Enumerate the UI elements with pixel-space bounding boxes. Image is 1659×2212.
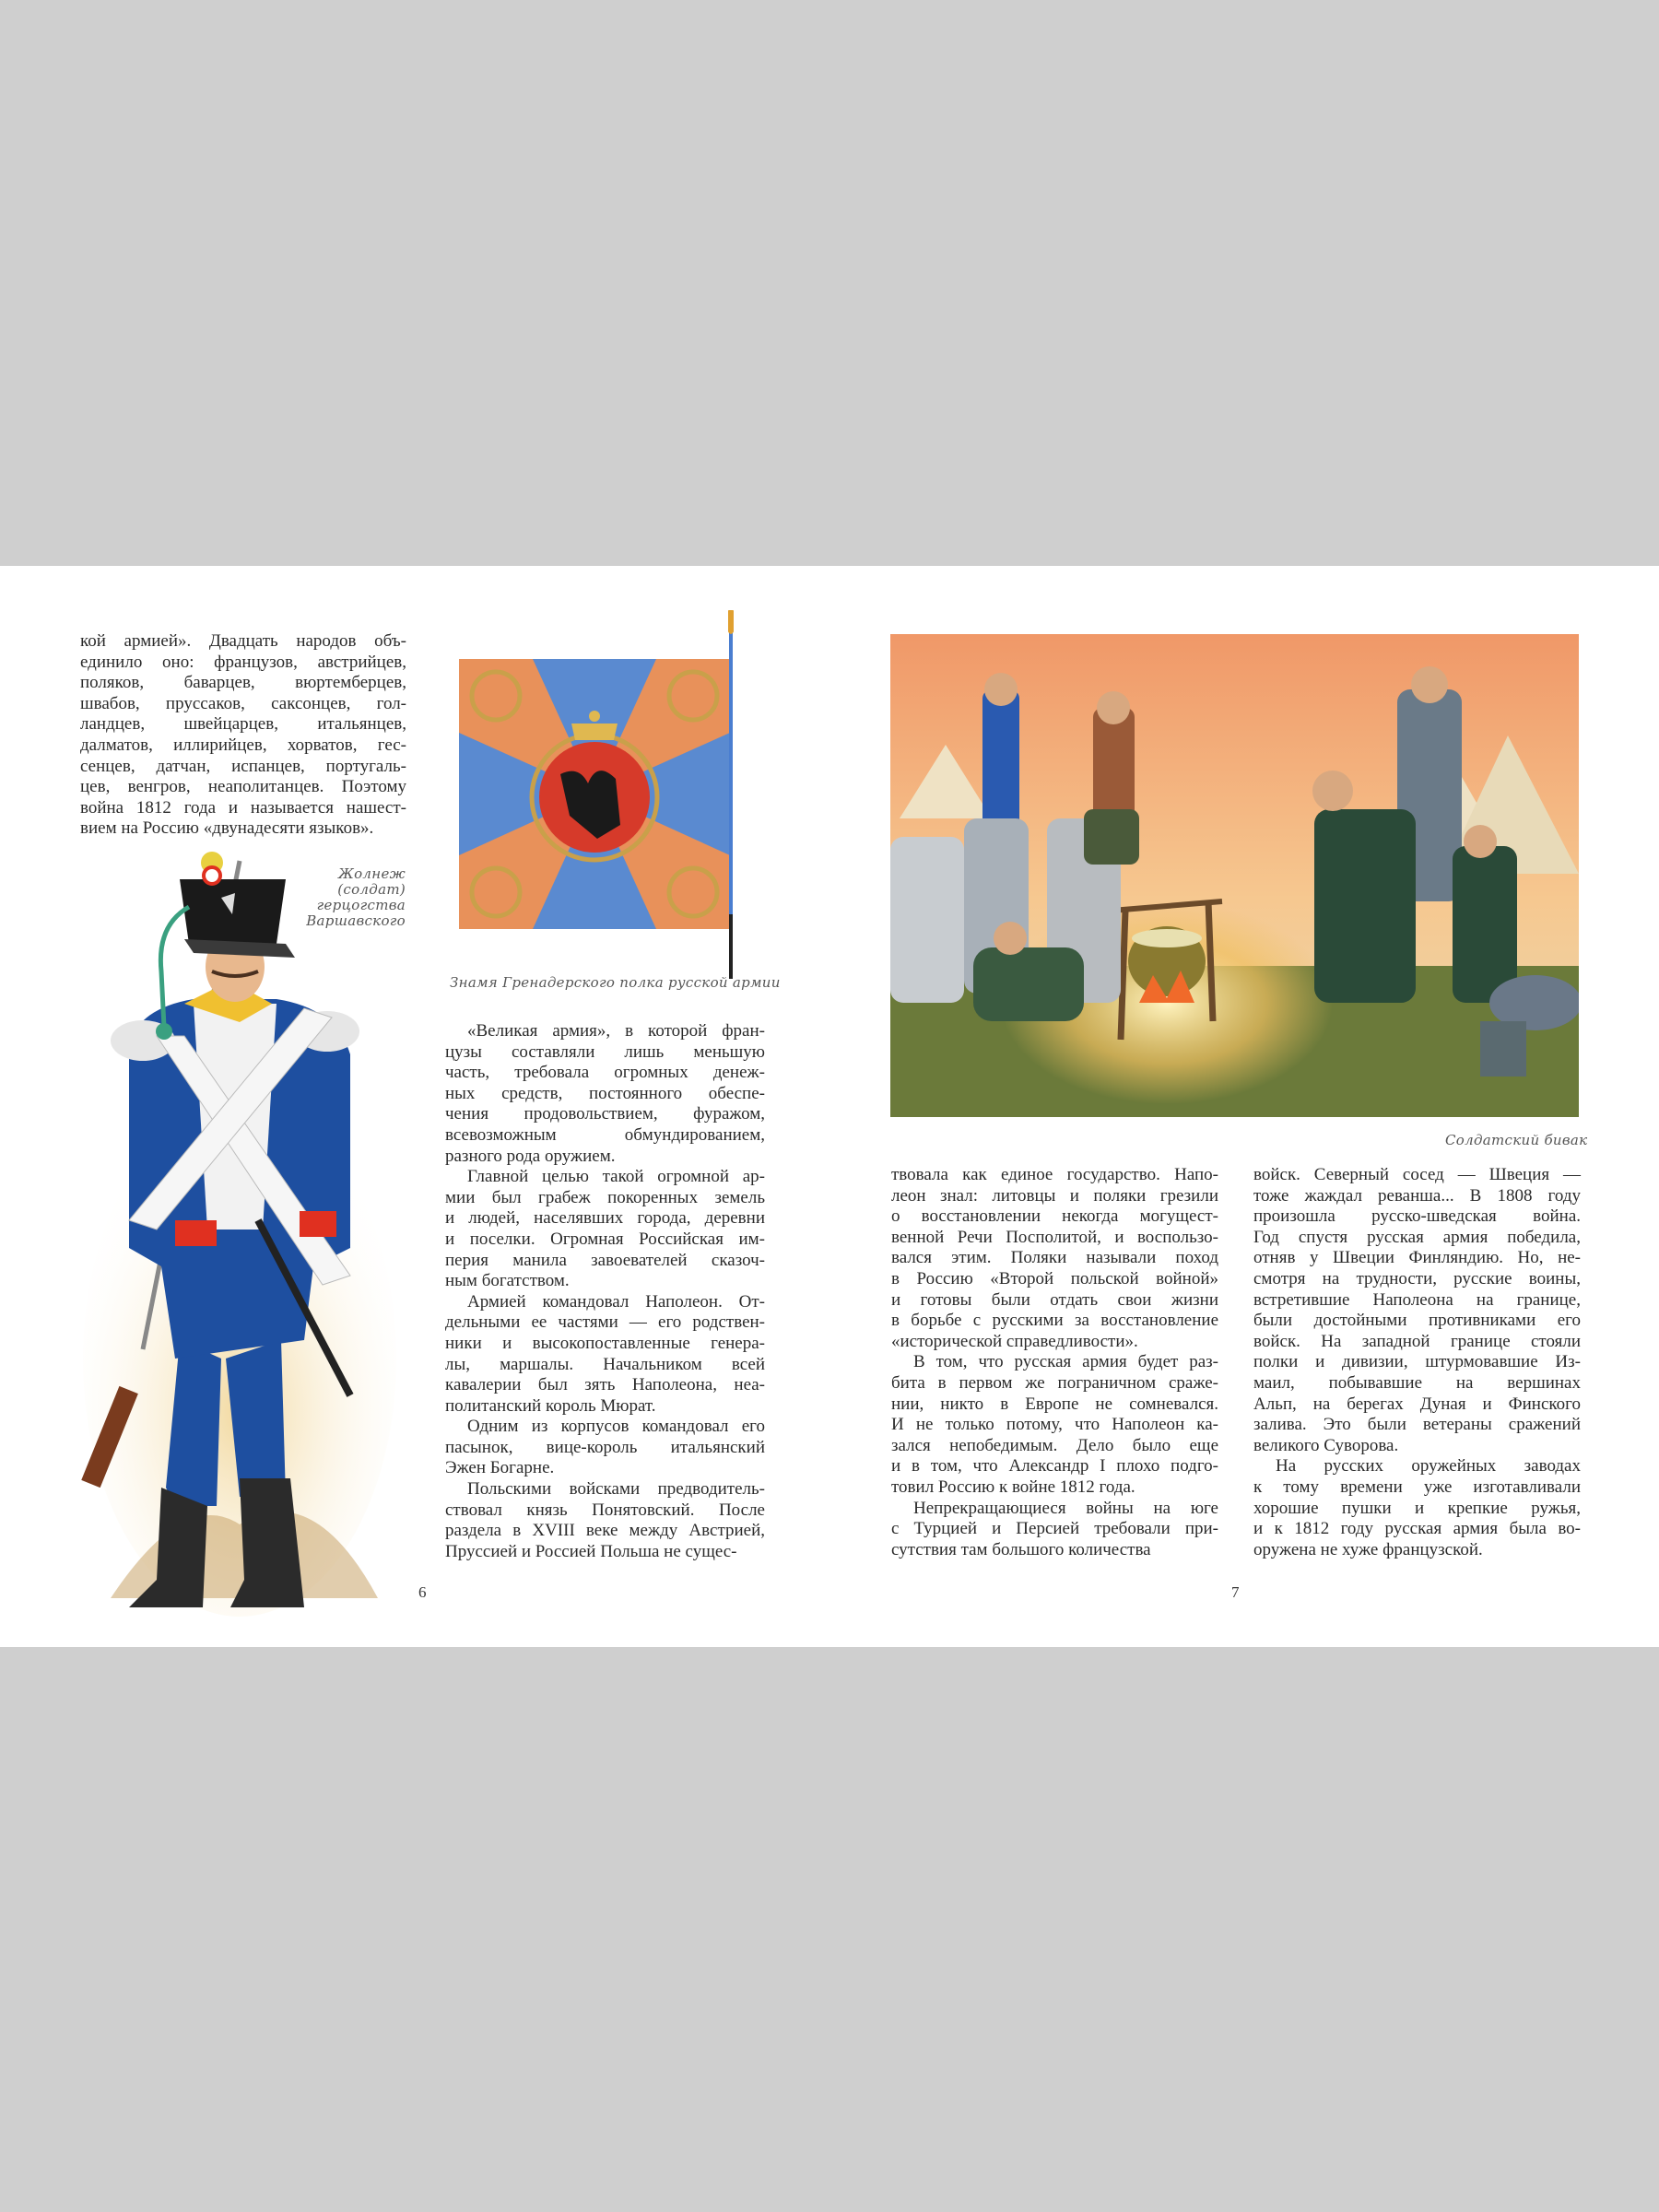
page-number-right: 7 [1231,1583,1240,1601]
text-line: Главной целью такой огромной ар- [467,1167,765,1187]
caption-line: Варшавского [306,912,406,929]
text-line: чения продовольствием, фуражом, [445,1104,765,1124]
text-line: бита в первом же пограничном сраже- [891,1372,1218,1393]
text-line: далматов, иллирийцев, хорватов, гес- [80,735,406,755]
flag-caption: Знамя Гренадерского полка русской армии [450,974,781,991]
text-line: лы, маршалы. Начальником всей [445,1354,765,1374]
text-line: сутствия там большого количества [891,1539,1151,1559]
grenadier-regiment-flag [459,659,730,929]
text-line: «Великая армия», в которой фран- [467,1021,765,1041]
text-line: отняв у Швеции Финляндию. Но, не- [1253,1248,1581,1268]
text-line: тоже жаждал реванша... В 1808 году [1253,1185,1581,1206]
text-line: встретившие Наполеона на границе, [1253,1289,1581,1310]
text-line: Непрекращающиеся войны на юге [913,1498,1218,1518]
text-line: война 1812 года и называется нашест- [80,797,406,818]
text-line: политанский король Мюрат. [445,1395,656,1416]
paragraph [1253,1456,1581,1560]
text-line: ствовал князь Понятовский. После [445,1500,765,1520]
paragraph [891,1352,1218,1498]
text-line: Одним из корпусов командовал его [467,1417,765,1437]
text-line: кой армией». Двадцать народов объ- [80,631,406,651]
paragraph [445,1417,765,1479]
text-line: о восстановлении некогда могущест- [891,1206,1218,1227]
text-line: единило оно: французов, австрийцев, [80,652,406,672]
text-line: и людей, населявших города, деревни [445,1208,765,1229]
text-line: нии, никто в Европе не сомневался. [891,1394,1218,1414]
text-line: Пруссией и Россией Польша не сущес- [445,1541,737,1561]
painting-caption: Солдатский бивак [1445,1132,1588,1148]
soldiers-bivouac-painting [890,634,1579,1117]
text-line: залива. Это были ветераны сражений [1253,1415,1581,1435]
text-line: твовала как единое государство. Напо- [891,1165,1218,1184]
text-line: На русских оружейных заводах [1276,1456,1581,1477]
paragraph [445,1021,765,1167]
text-line: перия манила завоевателей сказоч- [445,1250,765,1270]
flag-pole [728,610,734,979]
paragraph [445,1479,765,1562]
text-line: оружена не хуже французской. [1253,1539,1483,1559]
text-line: полки и дивизии, штурмовавшие Из- [1253,1352,1581,1372]
text-line: маил, побывавшие на вершинах [1253,1372,1581,1393]
caption-line: Жолнеж [337,865,406,882]
book-spread [0,566,1659,1647]
caption-line: (солдат) [337,881,406,898]
text-line: ным богатством. [445,1271,570,1291]
text-line: кавалерии был зять Наполеона, неа- [445,1375,765,1395]
text-line: сенцев, датчан, испанцев, португаль- [80,756,406,776]
text-line: в борьбе с русскими за восстановление [891,1311,1218,1331]
text-line: смотря на трудности, русские воины, [1253,1268,1581,1288]
text-line: Год спустя русская армия победила, [1253,1227,1581,1247]
text-line: Армией командовал Наполеон. От- [467,1291,765,1312]
text-line: леон знал: литовцы и поляки грезили [891,1185,1218,1206]
paragraph [445,1292,765,1418]
text-line: цев, венгров, неаполитанцев. Поэтому [80,777,406,797]
left-intro-text [80,631,406,840]
paragraph [445,1167,765,1292]
text-line: были достойными противниками его [1253,1311,1581,1331]
soldier-illustration [74,842,406,1635]
paragraph [891,1165,1218,1352]
caption-line: герцогства [316,897,406,913]
text-line: и к 1812 году русская армия была во- [1253,1519,1581,1539]
text-line: войск. На западной границе стояли [1253,1331,1581,1351]
text-line: с Турцией и Персией требовали при- [891,1519,1218,1539]
text-line: поляков, баварцев, вюртемберцев, [80,673,406,693]
text-line: произошла русско-шведская война. [1253,1206,1581,1227]
text-line: разного рода оружием. [445,1146,616,1166]
text-line: часть, требовала огромных денеж- [445,1063,765,1083]
paragraph [891,1499,1218,1561]
text-line: всевозможным обмундированием, [445,1124,765,1145]
text-line: и готовы были отдать свои жизни [891,1289,1218,1310]
right-column-2-text [1253,1165,1581,1560]
left-column-text [445,1021,765,1562]
text-line: венной Речи Посполитой, и воспользо- [891,1227,1218,1247]
text-line: дельными ее частями — его родствен- [445,1312,765,1333]
paragraph [1253,1165,1581,1456]
text-line: войск. Северный сосед — Швеция — [1253,1165,1581,1184]
text-line: и поселки. Огромная Российская им- [445,1229,765,1249]
text-line: Эжен Богарне. [445,1458,555,1478]
text-line: хорошие пушки и крепкие ружья, [1253,1498,1581,1518]
soldier-caption [276,866,406,929]
text-line: мии был грабеж покоренных земель [445,1187,765,1207]
text-line: ных средств, постоянного обеспе- [445,1083,765,1103]
text-line: раздела в XVIII веке между Австрией, [445,1521,765,1541]
text-line: вался этим. Поляки называли поход [891,1248,1218,1268]
text-line: зался непобедимым. Дело было еще [891,1435,1218,1455]
text-line: ники и высокопоставленные генера- [445,1333,765,1353]
text-line: швабов, пруссаков, саксонцев, гол- [80,693,406,713]
text-line: в Россию «Второй польской войной» [891,1268,1218,1288]
text-line: ландцев, швейцарцев, итальянцев, [80,714,406,735]
text-line: цузы составляли лишь меньшую [445,1041,765,1062]
text-line: Альп, на берегах Дуная и Финского [1253,1394,1581,1414]
text-line: В том, что русская армия будет раз- [913,1352,1218,1372]
text-line: «исторической справедливости». [891,1331,1138,1351]
text-line: И не только потому, что Наполеон ка- [891,1415,1218,1435]
text-line: пасынок, вице-король итальянский [445,1437,765,1457]
text-line: к тому времени уже изготавливали [1253,1477,1581,1497]
right-column-1-text [891,1165,1218,1560]
text-line: великого Суворова. [1253,1435,1399,1455]
text-line: вием на Россию «двунадесяти языков». [80,818,374,839]
text-line: и в том, что Александр I плохо подго- [891,1456,1218,1477]
page-number-left: 6 [418,1583,427,1601]
text-line: Польскими войсками предводитель- [467,1479,765,1500]
text-line: товил Россию к войне 1812 года. [891,1477,1135,1497]
